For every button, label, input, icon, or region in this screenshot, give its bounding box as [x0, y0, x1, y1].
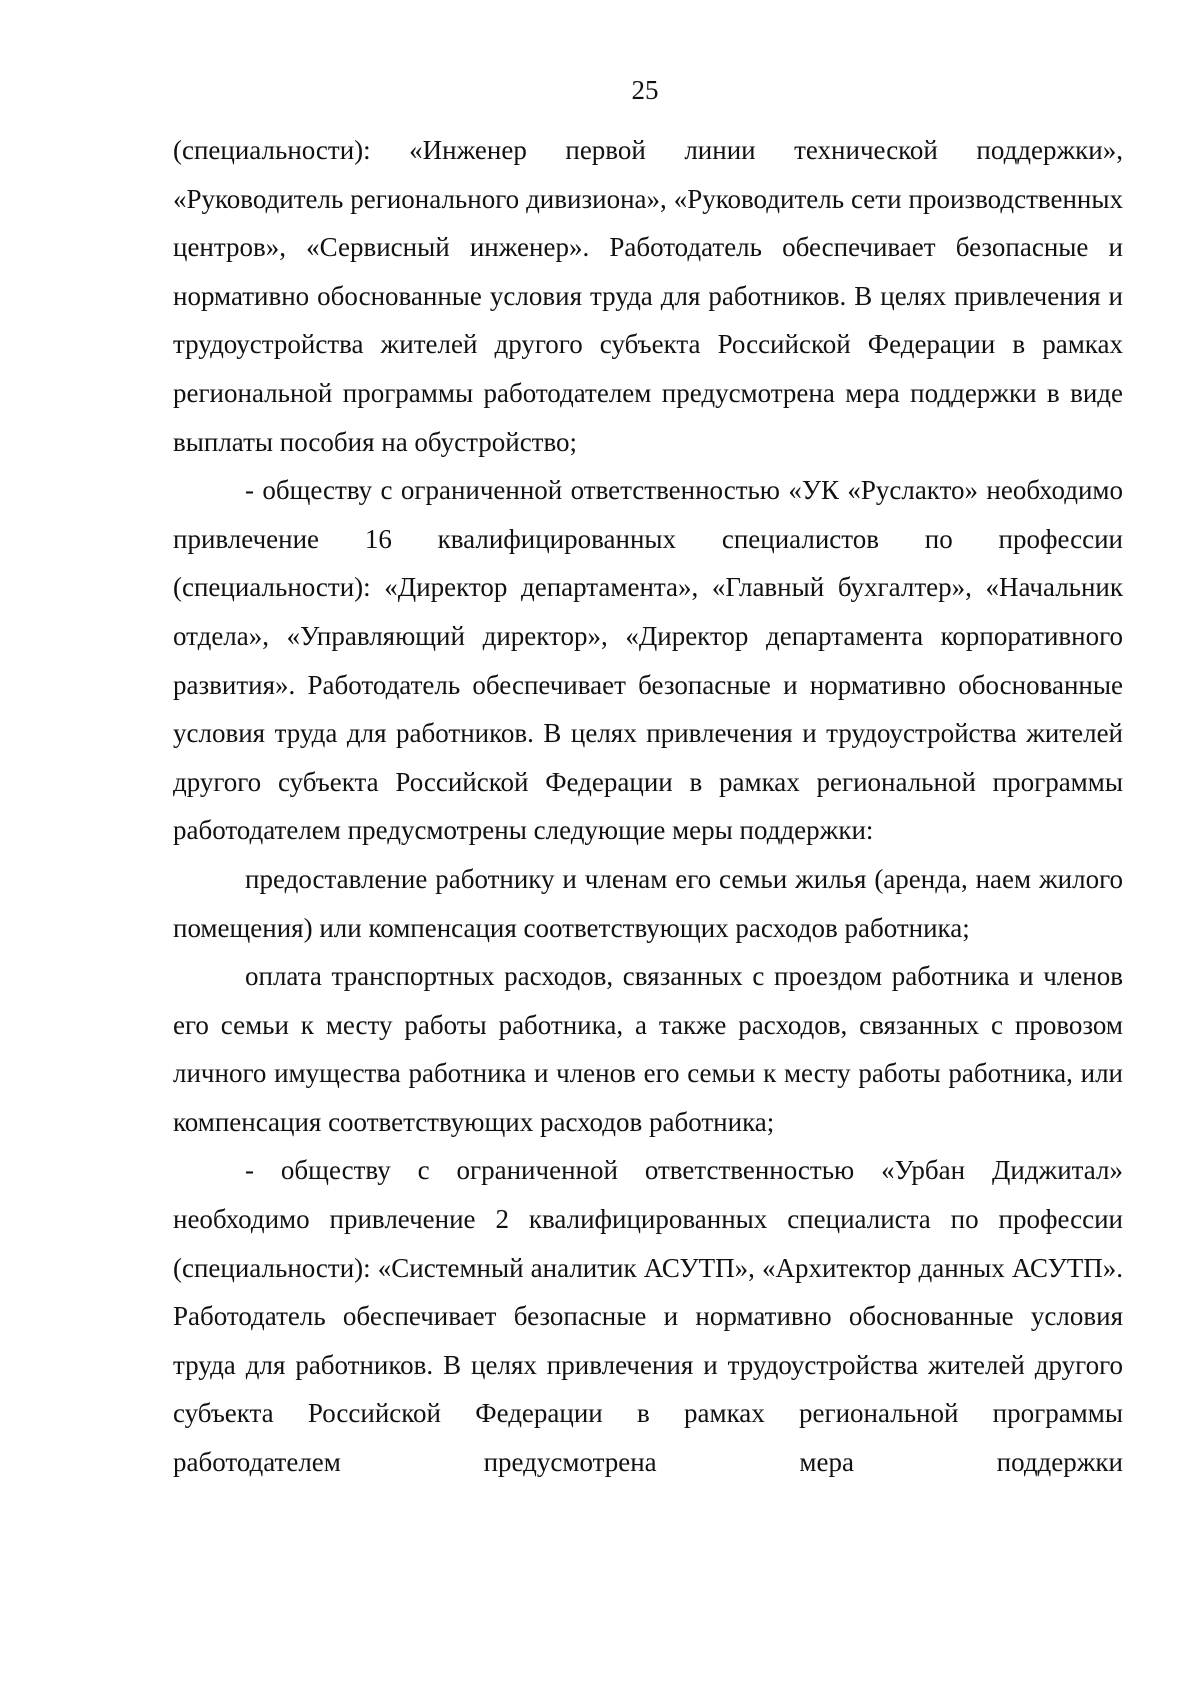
document-body	[173, 126, 1123, 1487]
page-number: 25	[631, 75, 659, 105]
paragraph-urban-digital: - обществу с ограниченной ответственностью «Урбан Диджитал» необходимо привлечение 2 квалифицированных специалиста по профессии (специальности): «Системный аналитик АСУТП», «Архитектор данных АСУТП». Работодатель обеспечивает безопасные и нормативно обоснованные условия труда для работников. В целях привлечения и трудоустройства жителей другого субъекта Российской Федерации в рамках региональной программы работодателем предусмотрена мера поддержки	[173, 1155, 1123, 1478]
paragraph-continuation: (специальности): «Инженер первой линии технической поддержки», «Руководитель регионального дивизиона», «Руководитель сети производственных центров», «Сервисный инженер». Работодатель обеспечивает безопасные и нормативно обоснованные условия труда для работников. В целях привлечения и трудоустройства жителей другого субъекта Российской Федерации в рамках региональной программы работодателем предусмотрена мера поддержки в виде выплаты пособия на обустройство;	[173, 135, 1123, 457]
paragraph-ruslakto: - обществу с ограниченной ответственностью «УК «Руслакто» необходимо привлечение 16 квалифицированных специалистов по профессии (специальности): «Директор департамента», «Главный бухгалтер», «Начальник отдела», «Управляющий директор», «Директор департамента корпоративного развития». Работодатель обеспечивает безопасные и нормативно обоснованные условия труда для работников. В целях привлечения и трудоустройства жителей другого субъекта Российской Федерации в рамках региональной программы работодателем предусмотрены следующие меры поддержки:	[173, 475, 1123, 846]
paragraph-housing-support: предоставление работнику и членам его семьи жилья (аренда, наем жилого помещения) или компенсация соответствующих расходов работника;	[173, 863, 1123, 943]
paragraph-transport-support: оплата транспортных расходов, связанных с проездом работника и членов его семьи к месту работы работника, а также расходов, связанных с провозом личного имущества работника и членов его семьи к месту работы работника, или компенсация соответствующих расходов работника;	[173, 961, 1123, 1137]
